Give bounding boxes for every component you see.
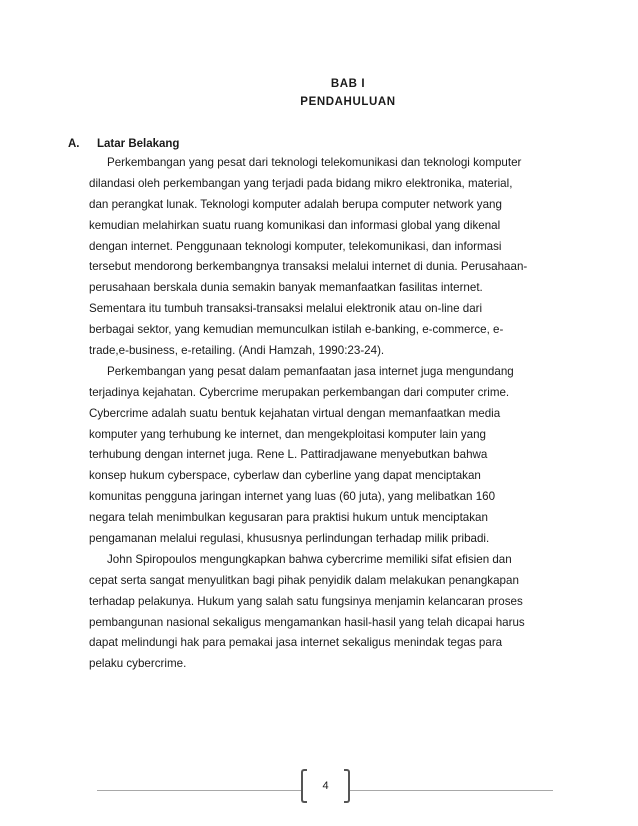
text-line: Perkembangan yang pesat dari teknologi telekomunikasi dan teknologi komputer: [107, 156, 522, 169]
footer-rule-right: [350, 790, 553, 791]
text-line: berbagai sektor, yang kemudian memunculkan istilah e-banking, e-commerce, e-: [89, 323, 504, 337]
text-line: cepat serta sangat menyulitkan bagi pihak penyidik dalam melakukan penangkapan: [89, 573, 519, 587]
chapter-number: BAB I: [330, 78, 366, 90]
text-line: dengan internet. Penggunaan teknologi komputer, telekomunikasi, dan informasi: [89, 239, 502, 253]
text-line: kemudian melahirkan suatu ruang komunikasi dan informasi global yang dikenal: [89, 218, 501, 232]
text-line: komputer yang terhubung ke internet, dan mengekploitasi komputer lain yang: [89, 427, 487, 441]
text-line: dapat melindungi hak para pemakai jasa internet sekaligus menindak tegas para: [89, 636, 503, 650]
footer-rule-left: [97, 790, 302, 791]
text-line: Sementara itu tumbuh transaksi-transaksi melalui elektronik atau on-line dari: [89, 302, 483, 316]
chapter-title: PENDAHULUAN: [300, 96, 396, 108]
text-line: terhadap pelakunya. Hukum yang salah satu fungsinya menjamin kelancaran proses: [89, 594, 523, 608]
text-line: dan perangkat lunak. Teknologi komputer adalah berupa computer network yang: [89, 197, 502, 211]
page-number: 4: [322, 780, 329, 792]
text-line: terhubung dengan internet juga. Rene L. Pattiradjawane menyebutkan bahwa: [89, 448, 488, 462]
text-line: tersebut mendorong berkembangnya transaksi melalui internet di dunia. Perusahaan-: [89, 260, 528, 274]
page-number-bracket-right: [344, 769, 350, 803]
text-line: Perkembangan yang pesat dalam pemanfaatan jasa internet juga mengundang: [107, 364, 514, 378]
text-line: perusahaan berskala dunia semakin banyak memanfaatkan fasilitas internet.: [89, 281, 483, 295]
text-line: pelaku cybercrime.: [89, 657, 187, 671]
text-line: terjadinya kejahatan. Cybercrime merupakan perkembangan dari computer crime.: [89, 385, 510, 399]
text-line: pengamanan melalui regulasi, khususnya perlindungan terhadap milik pribadi.: [89, 532, 490, 546]
text-line: Cybercrime adalah suatu bentuk kejahatan virtual dengan memanfaatkan media: [89, 406, 501, 420]
text-line: negara telah menimbulkan kegusaran para praktisi hukum untuk menciptakan: [89, 511, 488, 525]
section-label: A.: [68, 138, 80, 150]
text-line: dilandasi oleh perkembangan yang terjadi pada bidang mikro elektronika, material,: [89, 176, 513, 190]
text-line: komunitas pengguna jaringan internet yang luas (60 juta), yang melibatkan 160: [89, 490, 496, 504]
text-line: konsep hukum cyberspace, cyberlaw dan cyberline yang dapat menciptakan: [89, 469, 481, 483]
section-heading: [68, 138, 179, 150]
section-title: Latar Belakang: [97, 138, 180, 150]
text-line: trade,e-business, e-retailing. (Andi Hamzah, 1990:23-24).: [89, 344, 385, 358]
body-text: [89, 153, 569, 675]
text-line: pembangunan nasional sekaligus mengamankan hasil-hasil yang telah dicapai harus: [89, 615, 525, 629]
text-line: John Spiropoulos mengungkapkan bahwa cybercrime memiliki sifat efisien dan: [107, 552, 512, 566]
